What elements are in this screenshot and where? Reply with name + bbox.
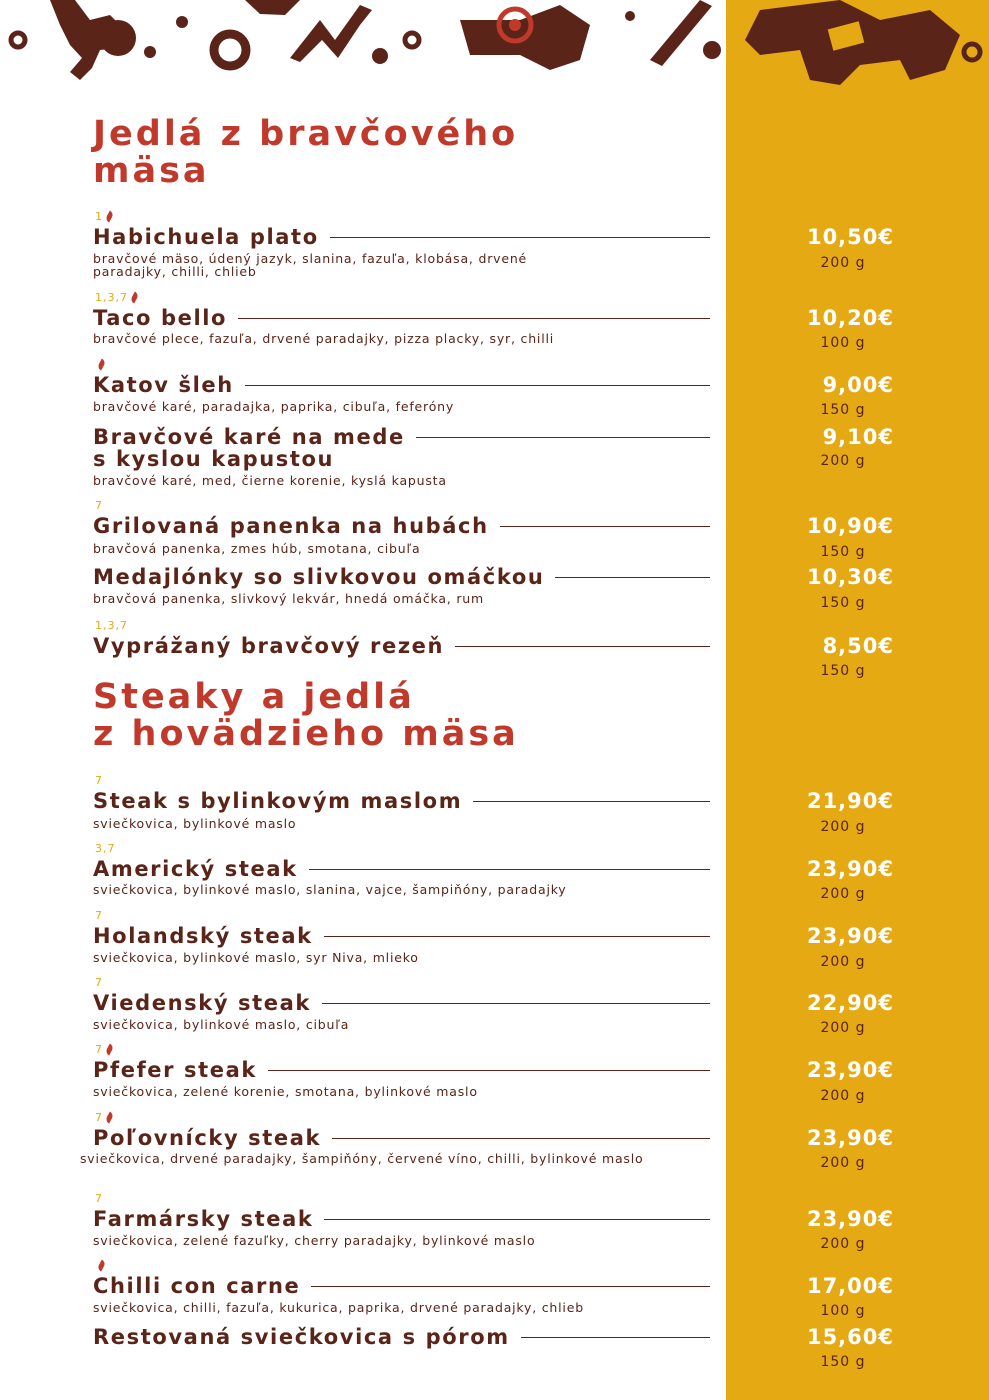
item-description: sviečkovica, chilli, fazuľa, kukurica, paprika, drvené paradajky, chlieb — [93, 1300, 584, 1315]
allergen-text: 7 — [95, 1110, 103, 1124]
item-weight: 200 g — [820, 1236, 866, 1252]
deco-ring-icon — [214, 34, 246, 66]
section-title-pork — [93, 116, 518, 190]
leader-line — [245, 385, 710, 386]
item-name-text: Steak s bylinkovým maslom — [93, 789, 463, 813]
item-price: 10,50€ — [806, 225, 894, 249]
allergen-codes — [95, 619, 128, 631]
item-name-text: Americký steak — [93, 857, 298, 881]
item-name-text: Holandský steak — [93, 924, 313, 948]
item-price: 21,90€ — [806, 789, 894, 813]
section-title-line: mäsa — [93, 151, 210, 191]
item-description: bravčové karé, paradajka, paprika, cibuľa, feferóny — [93, 399, 455, 414]
item-name-text-line2: s kyslou kapustou — [93, 447, 335, 471]
item-price: 9,10€ — [822, 425, 894, 449]
item-weight: 200 g — [820, 1155, 866, 1171]
item-name-row — [93, 374, 710, 396]
item-name-row — [93, 858, 710, 880]
item-description: bravčová panenka, slivkový lekvár, hnedá omáčka, rum — [93, 591, 484, 606]
tribal-header-decoration — [0, 0, 989, 95]
item-name-text: Chilli con carne — [93, 1274, 301, 1298]
allergen-codes — [95, 291, 137, 303]
item-name — [93, 566, 544, 588]
item-name-row — [93, 1326, 710, 1348]
item-name-row — [93, 790, 710, 812]
item-weight: 200 g — [820, 1088, 866, 1104]
item-name — [93, 374, 234, 396]
allergen-codes — [95, 1259, 104, 1271]
item-name-row — [93, 307, 710, 329]
item-name-text: Vyprážaný bravčový rezeň — [93, 634, 445, 658]
item-weight: 150 g — [820, 1354, 866, 1370]
allergen-codes — [95, 909, 103, 921]
leader-line — [332, 1138, 710, 1139]
item-description: sviečkovica, zelené fazuľky, cherry paradajky, bylinkové maslo — [93, 1233, 536, 1248]
leader-line — [324, 1219, 710, 1220]
leader-line — [238, 318, 710, 319]
item-weight: 150 g — [820, 595, 866, 611]
item-name — [93, 790, 462, 812]
item-description: sviečkovica, bylinkové maslo, slanina, vajce, šampiňóny, paradajky — [93, 882, 567, 897]
allergen-codes — [95, 499, 103, 511]
item-name-row — [93, 226, 710, 248]
item-name-row — [93, 515, 710, 537]
leader-line — [324, 936, 710, 937]
allergen-text: 7 — [95, 498, 103, 512]
item-name — [93, 1059, 257, 1081]
chili-pepper-icon — [105, 1111, 115, 1123]
chili-pepper-icon — [130, 291, 140, 303]
item-name-text: Medajlónky so slivkovou omáčkou — [93, 565, 545, 589]
item-name-text: Bravčové karé na mede — [93, 425, 405, 449]
item-name — [93, 925, 313, 947]
item-weight: 150 g — [820, 402, 866, 418]
item-price: 10,20€ — [806, 306, 894, 330]
section-title-beef — [93, 679, 519, 753]
item-name — [93, 1127, 321, 1149]
leader-line — [455, 646, 710, 647]
zigzag-figure-icon — [290, 5, 372, 62]
fishbone-icon — [650, 0, 712, 66]
allergen-text: 7 — [95, 1191, 103, 1205]
item-name-row — [93, 566, 710, 588]
item-name-text: Poľovnícky steak — [93, 1126, 322, 1150]
item-price: 23,90€ — [806, 1058, 894, 1082]
deco-circle-icon — [11, 33, 25, 47]
item-price: 23,90€ — [806, 924, 894, 948]
item-name — [93, 992, 311, 1014]
allergen-codes — [95, 976, 103, 988]
item-weight: 200 g — [820, 1020, 866, 1036]
item-name-text: Restovaná sviečkovica s pórom — [93, 1325, 510, 1349]
leader-line — [416, 437, 710, 438]
item-name — [93, 226, 319, 248]
snake-icon — [245, 0, 300, 15]
allergen-text: 7 — [95, 908, 103, 922]
item-name-text: Katov šleh — [93, 373, 234, 397]
item-name-text: Pfefer steak — [93, 1058, 257, 1082]
price-band — [726, 0, 989, 1400]
item-name-row — [93, 1275, 710, 1297]
item-name-text: Farmársky steak — [93, 1207, 314, 1231]
allergen-codes — [95, 1111, 112, 1123]
item-name — [93, 515, 489, 537]
leader-line — [555, 577, 710, 578]
chili-pepper-icon — [105, 210, 115, 222]
allergen-codes — [95, 1043, 112, 1055]
section-title-line: Jedlá z bravčového — [93, 114, 519, 154]
item-name-row — [93, 426, 710, 470]
item-description: sviečkovica, drvené paradajky, šampiňóny, červené víno, chilli, bylinkové maslo — [80, 1151, 644, 1166]
item-weight: 100 g — [820, 335, 866, 351]
item-price: 8,50€ — [822, 634, 894, 658]
item-name — [93, 1208, 313, 1230]
leader-line — [330, 237, 710, 238]
item-description: sviečkovica, bylinkové maslo, cibuľa — [93, 1017, 350, 1032]
item-description: sviečkovica, bylinkové maslo — [93, 816, 297, 831]
item-weight: 200 g — [820, 954, 866, 970]
allergen-text: 1,3,7 — [95, 290, 128, 304]
item-name — [93, 426, 405, 470]
leader-line — [309, 869, 710, 870]
allergen-text: 1,3,7 — [95, 618, 128, 632]
item-name-row — [93, 1059, 710, 1081]
chili-pepper-icon — [105, 1043, 115, 1055]
item-name-text: Grilovaná panenka na hubách — [93, 514, 489, 538]
item-name-row — [93, 1127, 710, 1149]
item-weight: 200 g — [820, 886, 866, 902]
allergen-text: 7 — [95, 975, 103, 989]
leader-line — [311, 1286, 710, 1287]
item-weight: 100 g — [820, 1303, 866, 1319]
chili-pepper-icon — [97, 1259, 107, 1271]
item-name-text: Taco bello — [93, 306, 228, 330]
item-price: 23,90€ — [806, 857, 894, 881]
item-description: bravčové plece, fazuľa, drvené paradajky, pizza placky, syr, chilli — [93, 331, 555, 346]
item-name — [93, 635, 444, 657]
item-name-row — [93, 925, 710, 947]
item-price: 10,90€ — [806, 514, 894, 538]
item-name-row — [93, 1208, 710, 1230]
item-price: 15,60€ — [806, 1325, 894, 1349]
item-name — [93, 1326, 510, 1348]
allergen-text: 3,7 — [95, 841, 116, 855]
item-price: 9,00€ — [822, 373, 894, 397]
leader-line — [322, 1003, 710, 1004]
item-name — [93, 858, 298, 880]
allergen-codes — [95, 210, 112, 222]
allergen-text: 7 — [95, 773, 103, 787]
item-description: sviečkovica, zelené korenie, smotana, bylinkové maslo — [93, 1084, 478, 1099]
chili-pepper-icon — [97, 358, 107, 370]
allergen-codes — [95, 842, 116, 854]
item-name-text: Viedenský steak — [93, 991, 311, 1015]
item-price: 17,00€ — [806, 1274, 894, 1298]
item-price: 22,90€ — [806, 991, 894, 1015]
item-price: 10,30€ — [806, 565, 894, 589]
allergen-codes — [95, 1192, 103, 1204]
item-weight: 150 g — [820, 663, 866, 679]
allergen-text: 7 — [95, 1042, 103, 1056]
item-description: bravčové mäso, údený jazyk, slanina, fazuľa, klobása, drvené paradajky, chilli, chlieb — [93, 251, 528, 279]
item-description: bravčová panenka, zmes húb, smotana, cibuľa — [93, 541, 421, 556]
allergen-text: 1 — [95, 209, 103, 223]
item-weight: 200 g — [820, 819, 866, 835]
item-name-text: Habichuela plato — [93, 225, 319, 249]
item-description: sviečkovica, bylinkové maslo, syr Niva, mlieko — [93, 950, 419, 965]
leader-line — [268, 1070, 710, 1071]
allergen-codes — [95, 358, 104, 370]
item-price: 23,90€ — [806, 1126, 894, 1150]
item-name-row — [93, 635, 710, 657]
section-title-line: z hovädzieho mäsa — [93, 714, 519, 754]
leader-line — [521, 1337, 710, 1338]
item-name — [93, 1275, 300, 1297]
section-title-line: Steaky a jedlá — [93, 677, 415, 717]
item-name-row — [93, 992, 710, 1014]
leader-line — [500, 526, 710, 527]
item-weight: 150 g — [820, 544, 866, 560]
deco-ring-right-icon — [964, 44, 980, 60]
item-price: 23,90€ — [806, 1207, 894, 1231]
item-description: bravčové karé, med, čierne korenie, kyslá kapusta — [93, 473, 447, 488]
item-name — [93, 307, 227, 329]
item-weight: 200 g — [820, 255, 866, 271]
item-weight: 200 g — [820, 453, 866, 469]
allergen-codes — [95, 774, 103, 786]
deco-ring-small-icon — [405, 33, 419, 47]
leader-line — [473, 801, 710, 802]
zigzag-edge — [726, 0, 762, 1400]
